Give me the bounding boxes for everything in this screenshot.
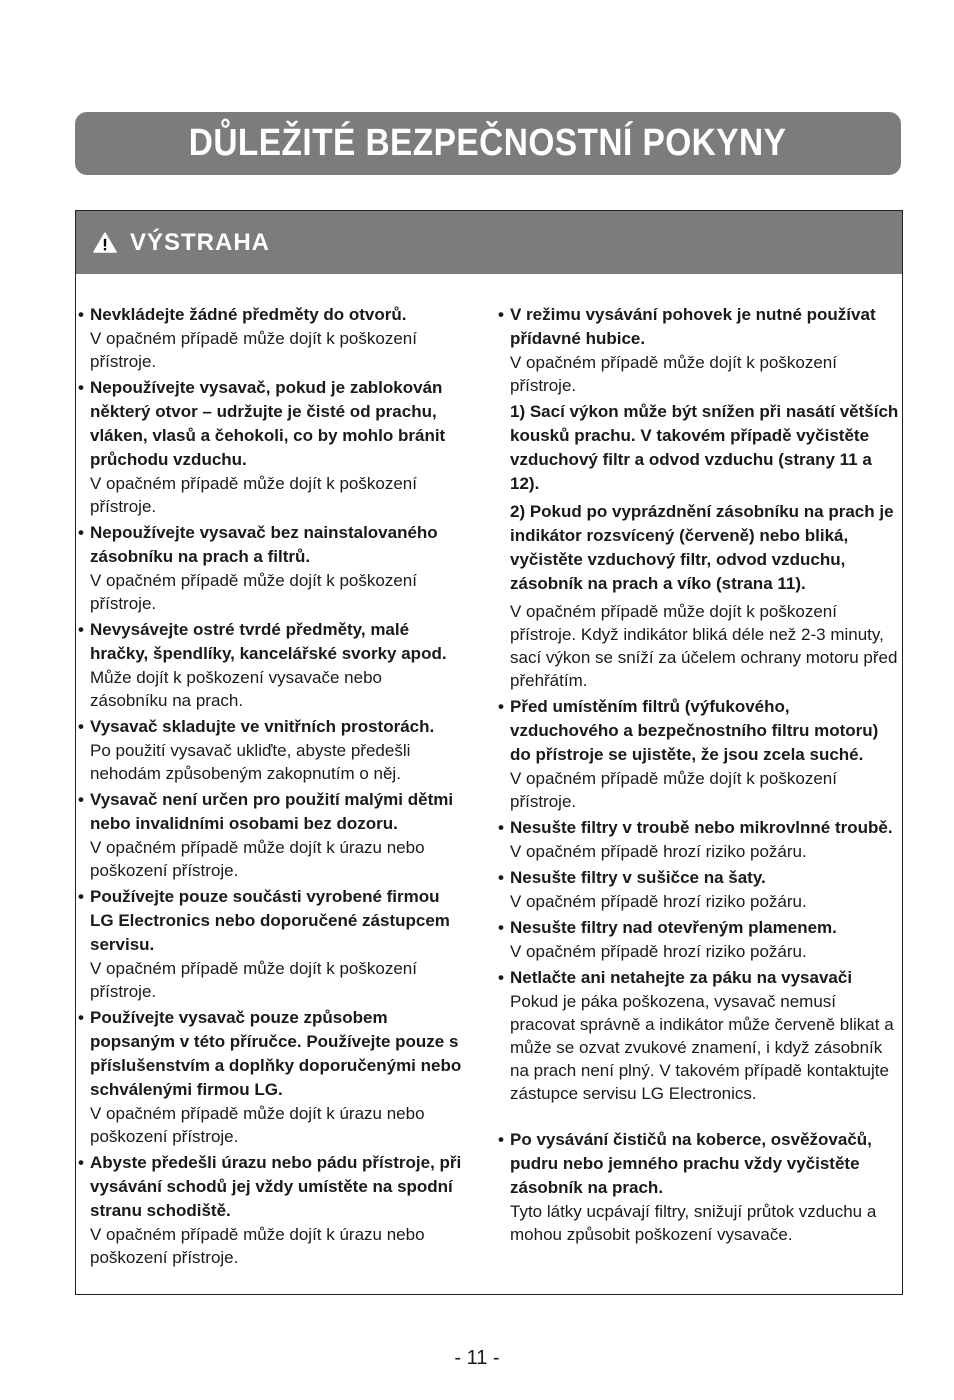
item-heading: Nesušte filtry v sušičce na šaty. xyxy=(510,868,766,887)
list-item xyxy=(78,885,463,1003)
spacer xyxy=(498,1108,900,1128)
bullet: • xyxy=(498,1130,504,1149)
numbered-note-1: 1) Sací výkon může být snížen při nasátí větších kousků prachu. V takovém případě vyčistěte vzduchový filtr a odvod vzduchu (strany 11 a 12). xyxy=(510,402,899,493)
list-item xyxy=(78,376,463,518)
item-heading: Nepoužívejte vysavač, pokud je zablokován některý otvor – udržujte je čisté od prachu, vláken, vlasů a čehokoli, co by mohlo bránit průchodu vzduchu. xyxy=(90,378,446,469)
list-item xyxy=(498,916,900,963)
item-text: V opačném případě může dojít k poškození přístroje. xyxy=(90,329,417,371)
item-heading: Nepoužívejte vysavač bez nainstalovaného zásobníku na prach a filtrů. xyxy=(90,523,438,566)
warning-header xyxy=(76,211,902,274)
item-text: V opačném případě může dojít k poškození přístroje. xyxy=(90,959,417,1001)
title-bar xyxy=(75,112,901,175)
bullet: • xyxy=(498,968,504,987)
item-text: V opačném případě může dojít k úrazu nebo poškození přístroje. xyxy=(90,1104,425,1146)
item-heading: Po vysávání čističů na koberce, osvěžovačů, pudru nebo jemného prachu vždy vyčistěte zásobník na prach. xyxy=(510,1130,872,1197)
list-item xyxy=(498,966,900,1105)
list-item xyxy=(498,816,900,863)
bullet: • xyxy=(78,790,84,809)
item-heading: Nevysávejte ostré tvrdé předměty, malé hračky, špendlíky, kancelářské svorky apod. xyxy=(90,620,447,663)
list-item xyxy=(498,303,900,397)
item-text: Po použití vysavač ukliďte, abyste předešli nehodám způsobeným zakopnutím o něj. xyxy=(90,741,411,783)
item-heading: Používejte vysavač pouze způsobem popsaným v této příručce. Používejte pouze s příslušenstvím a doplňky doporučenými nebo schválenými firmou LG. xyxy=(90,1008,462,1099)
list-item xyxy=(78,521,463,615)
list-item xyxy=(78,303,463,373)
list-item xyxy=(78,788,463,882)
item-text: V opačném případě může dojít k poškození přístroje. Když indikátor bliká déle než 2-3 minuty, sací výkon se sníží za účelem ochrany motoru před přehřátím. xyxy=(510,602,898,690)
page-title: DŮLEŽITÉ BEZPEČNOSTNÍ POKYNY xyxy=(189,122,787,164)
bullet: • xyxy=(78,620,84,639)
item-heading: Před umístěním filtrů (výfukového, vzduchového a bezpečnostního filtru motoru) do přístroje se ujistěte, že jsou zcela suché. xyxy=(510,697,879,764)
right-column xyxy=(498,303,900,1249)
bullet: • xyxy=(498,697,504,716)
list-item xyxy=(78,618,463,712)
item-heading: Nevkládejte žádné předměty do otvorů. xyxy=(90,305,407,324)
item-text: V opačném případě hrozí riziko požáru. xyxy=(510,892,807,911)
item-text: Může dojít k poškození vysavače nebo zásobníku na prach. xyxy=(90,668,382,710)
item-text: V opačném případě může dojít k poškození přístroje. xyxy=(90,571,417,613)
item-heading: Vysavač skladujte ve vnitřních prostorách. xyxy=(90,717,435,736)
item-text: V opačném případě může dojít k úrazu nebo poškození přístroje. xyxy=(90,1225,425,1267)
warning-header-text: VÝSTRAHA xyxy=(130,228,271,256)
item-heading: Abyste předešli úrazu nebo pádu přístroje, při vysávání schodů jej vždy umístěte na spodní stranu schodiště. xyxy=(90,1153,462,1220)
list-item xyxy=(78,1151,463,1269)
bullet: • xyxy=(78,1008,84,1027)
list-item xyxy=(498,600,900,692)
numbered-note-2: 2) Pokud po vyprázdnění zásobníku na prach je indikátor rozsvícený (červeně) nebo bliká, vyčistěte vzduchový filtr, odvod vzduchu, zásobník na prach a víko (strana 11). xyxy=(510,502,894,593)
item-text: V opačném případě může dojít k úrazu nebo poškození přístroje. xyxy=(90,838,425,880)
bullet: • xyxy=(78,523,84,542)
warning-icon xyxy=(93,232,117,253)
item-heading: Nesušte filtry nad otevřeným plamenem. xyxy=(510,918,837,937)
item-heading: Netlačte ani netahejte za páku na vysavači xyxy=(510,968,853,987)
left-column xyxy=(78,303,463,1272)
list-item xyxy=(498,695,900,813)
item-text: Pokud je páka poškozena, vysavač nemusí pracovat správně a indikátor může červeně blikat a může se ozvat zvukové znamení, i když zásobník na prach není plný. V takovém případě kontaktujte zástupce servisu LG Electronics. xyxy=(510,992,894,1103)
list-item xyxy=(78,1006,463,1148)
bullet: • xyxy=(78,378,84,397)
list-item xyxy=(498,866,900,913)
item-text: V opačném případě hrozí riziko požáru. xyxy=(510,942,807,961)
bullet: • xyxy=(78,887,84,906)
page-number: - 11 - xyxy=(454,1347,500,1369)
item-text: Tyto látky ucpávají filtry, snižují průtok vzduchu a mohou způsobit poškození vysavače. xyxy=(510,1202,877,1244)
bullet: • xyxy=(498,868,504,887)
warning-box xyxy=(75,210,903,1295)
bullet: • xyxy=(78,1153,84,1172)
bullet: • xyxy=(498,818,504,837)
item-heading: Vysavač není určen pro použití malými dětmi nebo invalidními osobami bez dozoru. xyxy=(90,790,454,833)
item-heading: Nesušte filtry v troubě nebo mikrovlnné troubě. xyxy=(510,818,893,837)
item-text: V opačném případě může dojít k poškození přístroje. xyxy=(510,353,837,395)
item-text: V opačném případě může dojít k poškození přístroje. xyxy=(510,769,837,811)
item-heading: V režimu vysávání pohovek je nutné používat přídavné hubice. xyxy=(510,305,876,348)
bullet: • xyxy=(498,305,504,324)
bullet: • xyxy=(78,717,84,736)
item-text: V opačném případě hrozí riziko požáru. xyxy=(510,842,807,861)
list-item xyxy=(498,1128,900,1246)
bullet: • xyxy=(498,918,504,937)
list-item xyxy=(78,715,463,785)
item-text: V opačném případě může dojít k poškození přístroje. xyxy=(90,474,417,516)
bullet: • xyxy=(78,305,84,324)
item-heading: Používejte pouze součásti vyrobené firmou LG Electronics nebo doporučené zástupcem servisu. xyxy=(90,887,450,954)
